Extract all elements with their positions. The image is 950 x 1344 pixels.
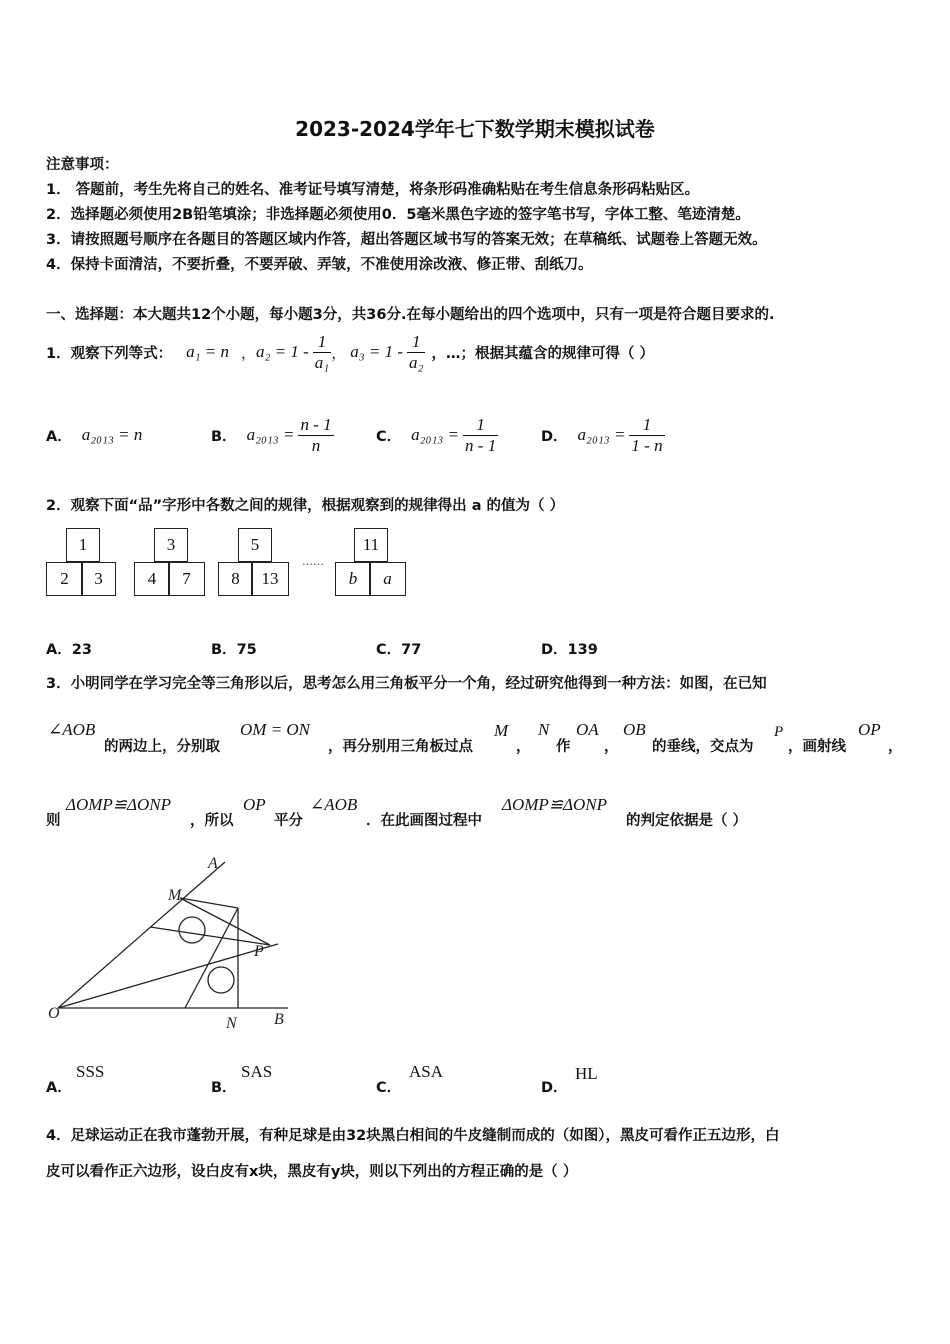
q3-option-d-value: HL (575, 1064, 598, 1083)
q2-option-d-label: D． (541, 642, 568, 658)
q2-group3-right: 13 (251, 562, 289, 596)
q3-oa: OA (576, 720, 599, 739)
q2-group2-top: 3 (154, 528, 188, 562)
q1-option-a-label: A． (46, 428, 72, 445)
q2-group4-left: b (335, 562, 371, 596)
q3-text-then: ，再分别用三角板过点 (328, 739, 473, 755)
question-2-stem: 2．观察下面“品”字形中各数之间的规律，根据观察到的规律得出 a 的值为（ ） (46, 498, 565, 514)
q3-option-c-value: ASA (409, 1062, 444, 1081)
q3-comma-2: ， (604, 739, 619, 755)
q3-angle-aob-2: ∠AOB (310, 795, 358, 814)
label-a: A (208, 855, 218, 872)
q3-comma-1: ， (516, 739, 531, 755)
q3-text-ze: 则 (46, 813, 61, 829)
q3-option-a-value: SSS (76, 1062, 105, 1081)
ruler-hole-2 (208, 967, 234, 993)
q2-option-c-value: 77 (401, 642, 422, 658)
notice-item-1: 1． 答题前，考生先将自己的姓名、准考证号填写清楚，将条形码准确粘贴在考生信息条形码粘贴区。 (46, 182, 700, 198)
q2-group4-right: a (369, 562, 406, 596)
q3-option-d-label: D． (541, 1080, 568, 1096)
q3-op: OP (858, 720, 881, 739)
q2-option-c[interactable] (376, 638, 421, 659)
label-b: B (274, 1011, 284, 1028)
q1-option-a[interactable] (46, 410, 142, 460)
q1-option-c-num: 1 (463, 415, 498, 436)
q2-group4-top: 11 (354, 528, 388, 562)
q1-a3-fraction (407, 332, 425, 373)
q1-option-b-label: B． (211, 428, 237, 445)
q3-geometry-figure (40, 850, 310, 1040)
q2-option-b[interactable] (211, 638, 257, 659)
q1-option-c-den: n - 1 (465, 435, 497, 455)
q2-group2-right: 7 (168, 562, 205, 596)
label-o: O (48, 1005, 60, 1022)
question-4-line2: 皮可以看作正六边形，设白皮有x块，黑皮有y块，则以下列出的方程正确的是（ ） (46, 1164, 578, 1180)
q1-a1: a₁ = n (186, 342, 229, 361)
q3-angle-aob: ∠AOB (48, 720, 96, 739)
q2-group2-left: 4 (134, 562, 170, 596)
q3-om-on: OM = ON (240, 720, 311, 739)
q2-group3-left: 8 (218, 562, 253, 596)
q3-comma-3: ， (888, 739, 903, 755)
q1-option-a-expr: a₂₀₁₃ = n (81, 425, 143, 444)
q3-text-pingfen: 平分 (274, 813, 303, 829)
q3-point-p: P (774, 724, 784, 740)
q3-text-zuo: 作 (556, 739, 571, 755)
ruler-hole-1 (179, 917, 205, 943)
q2-group1-right: 3 (81, 562, 116, 596)
q1-option-d-label: D． (541, 428, 568, 445)
label-m: M (168, 887, 182, 904)
q1-option-d-fraction (629, 415, 664, 456)
q1-option-c-fraction (463, 415, 498, 456)
q3-text-perp: 的垂线，交点为 (652, 739, 754, 755)
question-3-line1: 3．小明同学在学习完全等三角形以后，思考怎么用三角板平分一个角，经过研究他得到一种方法：如图，在已知 (46, 676, 767, 692)
q2-option-a-value: 23 (71, 642, 92, 658)
q2-ellipsis: …… (302, 555, 324, 568)
q1-option-d-num: 1 (629, 415, 664, 436)
q3-point-m: M (494, 721, 509, 740)
q3-ob: OB (623, 720, 646, 739)
q2-group1-left: 2 (46, 562, 83, 596)
question-4-line1: 4．足球运动正在我市蓬勃开展，有种足球是由32块黑白相间的牛皮缝制而成的（如图），黑皮可看作正五边形，白 (46, 1128, 780, 1144)
q3-op-2: OP (243, 795, 266, 814)
notice-item-4: 4．保持卡面清洁，不要折叠，不要弄破、弄皱，不准使用涂改液、修正带、刮纸刀。 (46, 257, 593, 273)
q3-text-basis: 的判定依据是（ ） (626, 813, 748, 829)
q1-option-b[interactable] (211, 410, 334, 460)
q2-group1-top: 1 (66, 528, 100, 562)
q1-option-b-den: n (311, 435, 321, 455)
q3-congruence-1: ΔOMP≌ΔONP (66, 795, 172, 814)
q3-text-two-sides: 的两边上，分别取 (104, 739, 220, 755)
q1-a2-num: 1 (313, 332, 331, 353)
page-title: 2023-2024学年七下数学期末模拟试卷 (295, 117, 655, 141)
q1-lead: 1．观察下列等式： (46, 345, 173, 362)
q1-option-c[interactable] (376, 410, 498, 460)
q2-group3-top: 5 (238, 528, 272, 562)
q1-option-b-num: n - 1 (300, 414, 332, 434)
q1-option-d-lhs: a₂₀₁₃ = (577, 425, 626, 444)
q1-option-b-fraction (298, 415, 333, 456)
q2-option-d[interactable] (541, 638, 598, 659)
q1-option-b-lhs: a₂₀₁₃ = (246, 425, 295, 444)
q2-option-b-label: B． (211, 642, 237, 658)
q3-congruence-2: ΔOMP≌ΔONP (502, 795, 608, 814)
notice-heading: 注意事项： (46, 157, 119, 173)
q1-option-c-label: C． (376, 428, 402, 445)
ray-op (58, 944, 278, 1008)
label-n: N (226, 1015, 237, 1032)
q1-a3-num: 1 (407, 332, 425, 353)
q3-point-n: N (538, 720, 550, 739)
q3-text-suoyi: ，所以 (190, 813, 234, 829)
q1-tail: ，…；根据其蕴含的规律可得（ ） (431, 345, 654, 362)
q3-option-b-value: SAS (241, 1062, 273, 1081)
q1-a3-lhs: a₃ = 1 - (350, 342, 404, 361)
q3-option-b-label: B． (211, 1080, 237, 1096)
q3-text-ray: ，画射线 (788, 739, 846, 755)
q2-option-a[interactable] (46, 638, 92, 659)
question-1-stem: 1．观察下列等式： a₁ = n ， a₂ = 1 - $\frac{1}{\text{a₁}}$ ， a₃ = 1 - $\frac{1}{\text{a₂}}$ ，…；根据其蕴含的规律可得（ ） (46, 331, 654, 372)
notice-item-3: 3．请按照题号顺序在各题目的答题区域内作答，超出答题区域书写的答案无效；在草稿纸、试题卷上答题无效。 (46, 232, 767, 248)
q1-a3-den: a₂ (409, 352, 424, 372)
q1-option-d[interactable] (541, 410, 665, 460)
q3-option-a-label: A． (46, 1080, 72, 1096)
q1-a2-den: a₁ (314, 352, 330, 372)
section-heading: 一、选择题：本大题共12个小题，每小题3分，共36分.在每小题给出的四个选项中，只有一项是符合题目要求的. (46, 307, 775, 323)
q2-option-a-label: A． (46, 642, 72, 658)
q1-option-d-den: 1 - n (631, 435, 663, 455)
q3-text-process: ．在此画图过程中 (366, 813, 482, 829)
q2-option-c-label: C． (376, 642, 402, 658)
q1-a2-fraction (313, 332, 331, 373)
q1-option-c-lhs: a₂₀₁₃ = (411, 425, 460, 444)
notice-item-2: 2．选择题必须使用2B铅笔填涂；非选择题必须使用0．5毫米黑色字迹的签字笔书写，字体工整、笔迹清楚。 (46, 207, 750, 223)
q2-option-d-value: 139 (567, 642, 598, 658)
q3-option-c-label: C． (376, 1080, 402, 1096)
q2-option-b-value: 75 (236, 642, 257, 658)
label-p: P (254, 943, 264, 960)
q1-a2-lhs: a₂ = 1 - (256, 342, 309, 361)
